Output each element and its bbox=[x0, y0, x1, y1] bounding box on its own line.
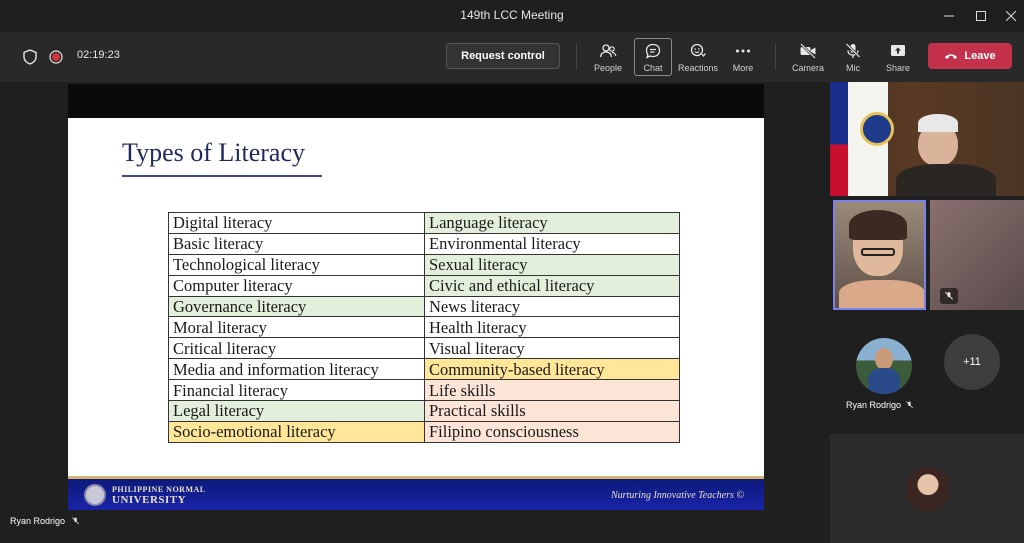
toolbar-divider bbox=[576, 44, 577, 70]
avatar-shirt bbox=[868, 368, 900, 394]
meeting-timer: 02:19:23 bbox=[77, 49, 120, 61]
mic-off-icon bbox=[944, 291, 954, 301]
recording-indicator bbox=[36, 32, 76, 82]
table-cell: Practical skills bbox=[425, 401, 680, 422]
reactions-button[interactable] bbox=[676, 32, 720, 82]
participant-video-tile[interactable] bbox=[830, 82, 1024, 196]
reactions-icon bbox=[689, 42, 707, 60]
participant-shirt bbox=[839, 280, 925, 310]
window-title: 149th LCC Meeting bbox=[460, 8, 564, 22]
participant-name bbox=[846, 400, 914, 410]
table-cell: News literacy bbox=[425, 296, 680, 317]
seal-emblem bbox=[860, 112, 894, 146]
glasses bbox=[861, 248, 895, 256]
toolbar-divider bbox=[775, 44, 776, 70]
leave-button[interactable] bbox=[928, 43, 1012, 69]
chat-label: Chat bbox=[643, 62, 663, 73]
table-row bbox=[169, 380, 680, 401]
university-name-line1: PHILIPPINE NORMAL bbox=[112, 485, 206, 494]
table-cell: Community-based literacy bbox=[425, 359, 680, 380]
maximize-icon bbox=[976, 11, 986, 21]
presenter-name: Ryan Rodrigo bbox=[10, 516, 66, 526]
camera-button[interactable] bbox=[786, 32, 830, 82]
minimize-button[interactable] bbox=[932, 0, 966, 32]
share-label: Share bbox=[885, 62, 911, 73]
mic-label: Mic bbox=[846, 62, 860, 73]
muted-badge bbox=[940, 288, 958, 304]
participant-rail bbox=[830, 82, 1024, 543]
participant-hair bbox=[918, 114, 958, 132]
table-cell: Legal literacy bbox=[169, 401, 425, 422]
avatar[interactable] bbox=[856, 338, 912, 394]
minimize-icon bbox=[944, 11, 954, 21]
table-cell: Basic literacy bbox=[169, 233, 425, 254]
title-underline bbox=[122, 175, 322, 177]
table-row bbox=[169, 401, 680, 422]
table-row bbox=[169, 317, 680, 338]
camera-label: Camera bbox=[791, 62, 824, 73]
screen-share[interactable] bbox=[68, 84, 764, 508]
participant-shirt bbox=[896, 164, 996, 196]
people-icon bbox=[599, 42, 617, 60]
table-cell: Governance literacy bbox=[169, 296, 425, 317]
mic-off-icon bbox=[844, 42, 862, 60]
table-cell: Language literacy bbox=[425, 213, 680, 234]
table-row bbox=[169, 421, 680, 442]
table-row bbox=[169, 338, 680, 359]
camera-off-icon bbox=[799, 42, 817, 60]
participant-name-label: Ryan Rodrigo bbox=[846, 400, 902, 410]
table-row bbox=[169, 296, 680, 317]
people-label: People bbox=[593, 62, 623, 73]
more-participants-button[interactable]: +11 bbox=[944, 334, 1000, 390]
meeting-toolbar bbox=[0, 32, 1024, 82]
table-cell: Visual literacy bbox=[425, 338, 680, 359]
avatar bbox=[906, 467, 950, 511]
record-icon bbox=[47, 48, 65, 66]
avatar-face bbox=[875, 348, 893, 370]
table-row bbox=[169, 359, 680, 380]
share-button[interactable] bbox=[876, 32, 920, 82]
table-cell: Digital literacy bbox=[169, 213, 425, 234]
chat-button[interactable] bbox=[634, 38, 672, 76]
title-bar bbox=[0, 0, 1024, 32]
table-cell: Health literacy bbox=[425, 317, 680, 338]
mic-off-icon bbox=[71, 516, 80, 526]
more-button[interactable] bbox=[721, 32, 765, 82]
table-row bbox=[169, 213, 680, 234]
table-cell: Socio-emotional literacy bbox=[169, 421, 425, 442]
table-row bbox=[169, 275, 680, 296]
slide-title: Types of Literacy bbox=[122, 138, 305, 167]
table-cell: Sexual literacy bbox=[425, 254, 680, 275]
table-cell: Civic and ethical literacy bbox=[425, 275, 680, 296]
people-button[interactable] bbox=[586, 32, 630, 82]
share-icon bbox=[889, 42, 907, 60]
university-tagline: Nurturing Innovative Teachers © bbox=[610, 490, 744, 501]
table-cell: Financial literacy bbox=[169, 380, 425, 401]
more-label: More bbox=[732, 62, 754, 73]
university-name bbox=[112, 485, 206, 505]
presentation-slide bbox=[68, 118, 764, 510]
shared-content-stage bbox=[0, 82, 830, 543]
table-cell: Filipino consciousness bbox=[425, 421, 680, 442]
maximize-button[interactable] bbox=[964, 0, 998, 32]
more-icon bbox=[734, 42, 752, 60]
participant-video-tile[interactable] bbox=[930, 200, 1024, 310]
flag-backdrop bbox=[830, 82, 848, 196]
university-seal-icon bbox=[84, 484, 106, 506]
leave-label: Leave bbox=[964, 50, 996, 62]
chat-icon bbox=[644, 42, 662, 60]
participant-hair bbox=[849, 210, 907, 240]
table-cell: Life skills bbox=[425, 380, 680, 401]
table-cell: Media and information literacy bbox=[169, 359, 425, 380]
participant-tile[interactable] bbox=[830, 434, 1024, 543]
request-control-button[interactable]: Request control bbox=[446, 43, 560, 69]
mic-button[interactable] bbox=[831, 32, 875, 82]
table-row bbox=[169, 233, 680, 254]
literacy-table bbox=[168, 212, 680, 443]
presenter-name-tag bbox=[10, 516, 80, 526]
participant-video-tile-active[interactable] bbox=[833, 200, 926, 310]
close-button[interactable] bbox=[994, 0, 1024, 32]
hang-up-icon bbox=[944, 52, 958, 60]
slide-footer bbox=[68, 476, 764, 510]
table-cell: Moral literacy bbox=[169, 317, 425, 338]
mic-off-icon bbox=[905, 400, 914, 410]
reactions-label: Reactions bbox=[677, 62, 719, 73]
university-name-line2: UNIVERSITY bbox=[112, 494, 187, 506]
table-cell: Critical literacy bbox=[169, 338, 425, 359]
close-icon bbox=[1006, 11, 1016, 21]
table-row bbox=[169, 254, 680, 275]
table-cell: Environmental literacy bbox=[425, 233, 680, 254]
table-cell: Technological literacy bbox=[169, 254, 425, 275]
table-cell: Computer literacy bbox=[169, 275, 425, 296]
